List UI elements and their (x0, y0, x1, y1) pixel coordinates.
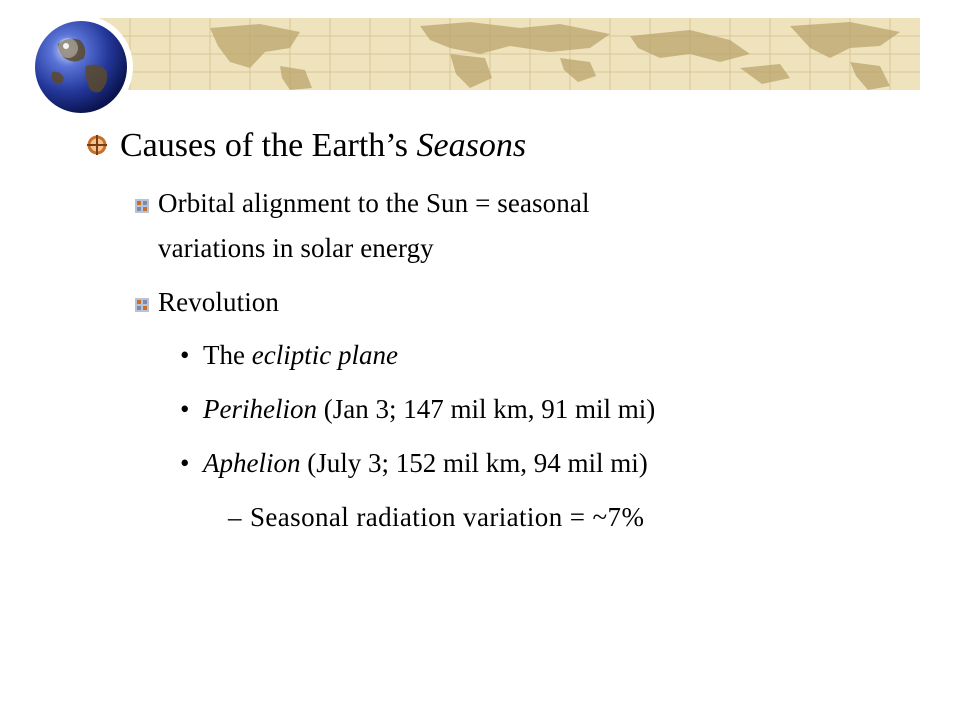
dot-bullet: • (180, 394, 190, 424)
dash-bullet: – (228, 502, 242, 532)
subpoint-italic: Aphelion (203, 448, 301, 478)
title-italic: Seasons (416, 127, 527, 164)
dot-bullet: • (180, 340, 190, 370)
subpoint-text: (July 3; 152 mil km, 94 mil mi) (300, 448, 648, 478)
subpoint-text: (Jan 3; 147 mil km, 91 mil mi) (316, 394, 656, 424)
subpoint-aphelion (203, 446, 648, 480)
subpoint-text: The (203, 340, 252, 370)
title-text: Causes of the Earth’s (120, 127, 417, 164)
point-orbital-line1: Orbital alignment to the Sun = seasonal (158, 188, 590, 218)
subpoint-italic: Perihelion (203, 394, 317, 424)
square-bullet-icon (135, 298, 149, 312)
compass-bullet-icon (86, 134, 108, 156)
point-orbital-line2: variations in solar energy (158, 233, 434, 263)
slide-title-bullet (120, 126, 526, 166)
dot-bullet: • (180, 448, 190, 478)
square-bullet-icon (135, 199, 149, 213)
subpoint-italic: ecliptic plane (251, 340, 398, 370)
subpoint-perihelion (203, 392, 655, 426)
point-revolution: Revolution (158, 287, 279, 317)
subsubpoint-radiation: Seasonal radiation variation = ~7% (250, 502, 645, 532)
subpoint-ecliptic (203, 338, 398, 372)
